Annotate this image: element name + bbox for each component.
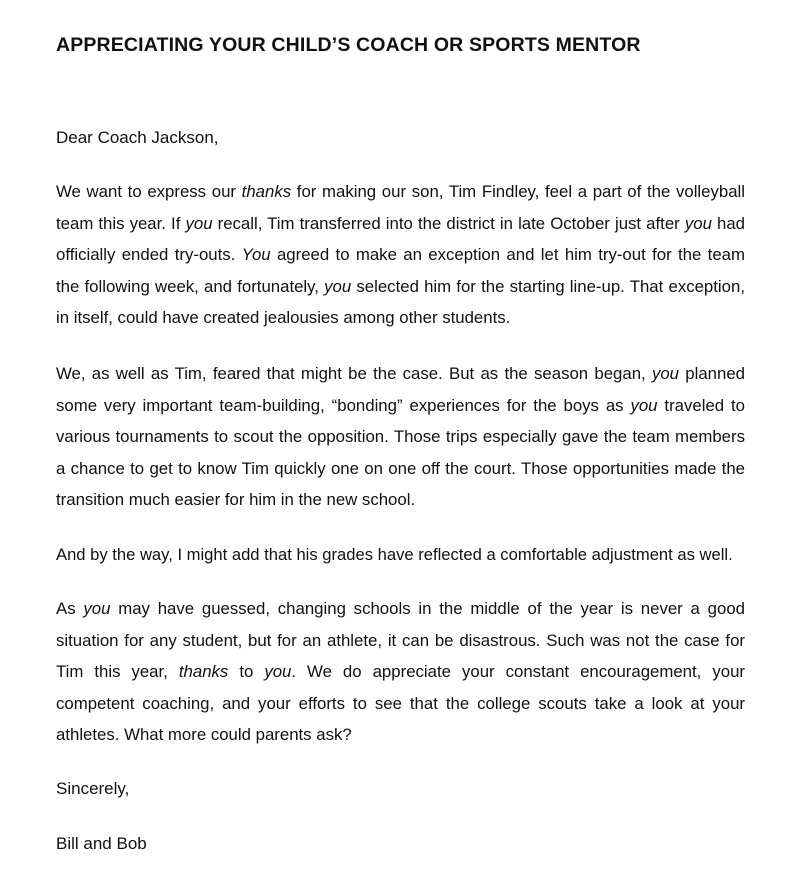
paragraph-4 (56, 593, 745, 751)
text-segment: traveled to various tournaments to scout the opposition. Those trips especially gave the team members a chance to get to know Tim quickly one on one off the court. Those opportunities made the transition much easier for him in the new school. (56, 395, 745, 509)
text-segment: As (56, 599, 84, 618)
closing: Sincerely, (56, 779, 130, 798)
text-segment-italic: You (241, 245, 271, 264)
text-segment: selected him for the starting line-up. That exception, in itself, could have created jealousies among other students. (56, 276, 745, 327)
paragraph-3 (56, 539, 745, 571)
letter-title: APPRECIATING YOUR CHILD’S COACH OR SPORTS MENTOR (56, 34, 641, 56)
text-segment: may have guessed, changing schools in the middle of the year is never a good situation for any student, but for an athlete, it can be disastrous. Such was not the case for Tim this year, (56, 599, 745, 681)
salutation: Dear Coach Jackson, (56, 128, 219, 147)
text-segment-italic: you (264, 662, 292, 681)
text-segment: to (228, 662, 265, 681)
text-segment-italic: thanks (241, 182, 292, 201)
text-segment: for making our son, Tim Findley, feel a part of the volleyball team this year. If (56, 182, 745, 233)
text-segment: had officially ended try-outs. (56, 213, 745, 264)
text-segment: recall, Tim transferred into the district in late October just after (212, 213, 685, 233)
text-segment-italic: you (684, 213, 712, 233)
text-segment-italic: you (324, 276, 352, 296)
text-segment-italic: you (83, 599, 111, 618)
text-segment: . We do appreciate your constant encouragement, your competent coaching, and your efforts to see that the college scouts take a look at your athletes. What more could parents ask? (56, 662, 745, 744)
text-segment-italic: you (630, 395, 658, 415)
text-segment: agreed to make an exception and let him try-out for the team the following week, and fortunately, (56, 245, 745, 296)
text-segment: planned some very important team-building, “bonding” experiences for the boys as (56, 364, 745, 415)
text-segment: And by the way, I might add that his grades have reflected a comfortable adjustment as well. (56, 545, 733, 564)
text-segment-italic: thanks (178, 662, 229, 681)
text-segment-italic: you (185, 213, 213, 233)
text-segment: We want to express our (56, 182, 242, 201)
paragraph-2 (56, 358, 745, 516)
paragraph-1 (56, 176, 745, 334)
signature: Bill and Bob (56, 834, 147, 853)
text-segment-italic: you (651, 364, 680, 383)
text-segment: We, as well as Tim, feared that might be the case. But as the season began, (56, 364, 652, 383)
